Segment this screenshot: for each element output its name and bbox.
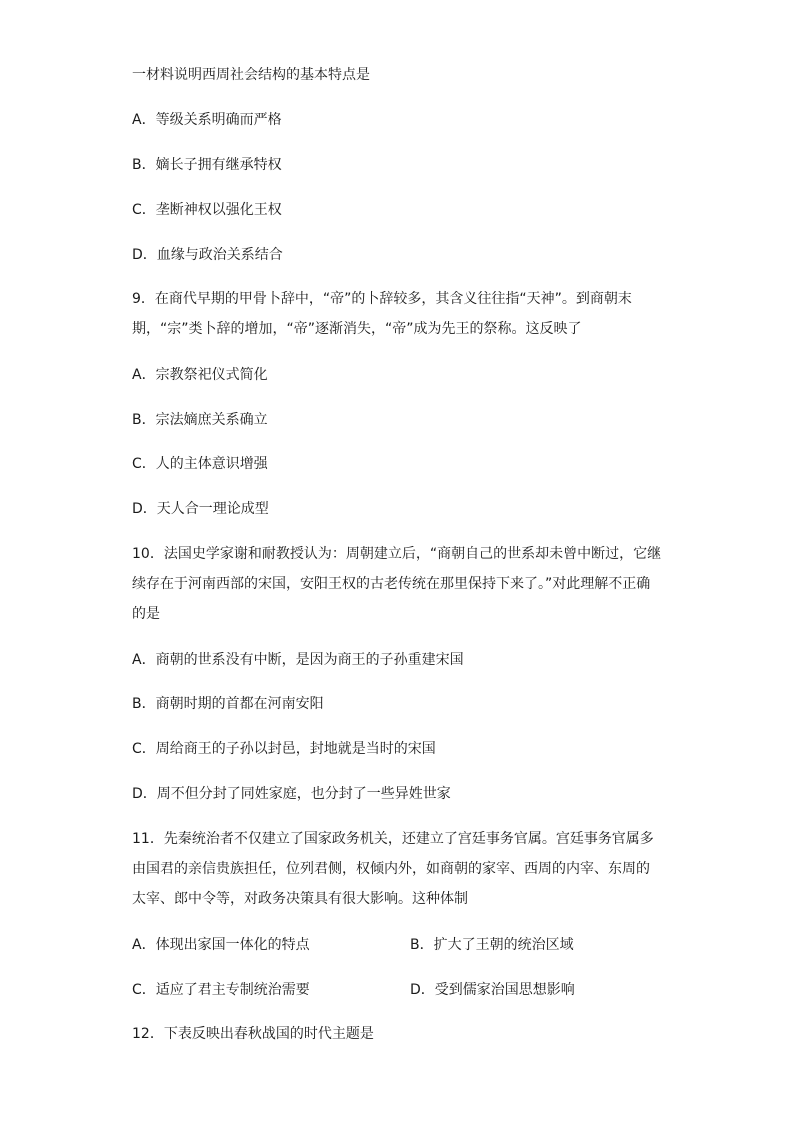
- q9-option-c: C．人的主体意识增强: [132, 456, 268, 472]
- q8-stem: 一材料说明西周社会结构的基本特点是: [132, 67, 370, 83]
- q9-option-b: B．宗法嫡庶关系确立: [132, 412, 268, 428]
- q11-option-c: C．适应了君主专制统治需要: [132, 982, 310, 998]
- q9-option-d: D．天人合一理论成型: [132, 501, 269, 517]
- q10-stem-line-2: 续存在于河南西部的宋国，安阳王权的古老传统在那里保持下来了。”对此理解不正确: [132, 576, 651, 592]
- q10-option-a: A．商朝的世系没有中断，是因为商王的子孙重建宋国: [132, 652, 464, 668]
- q10-option-c: C．周给商王的子孙以封邑，封地就是当时的宋国: [132, 741, 436, 757]
- q9-stem-line-2: 期，“宗”类卜辞的增加，“帝”逐渐消失，“帝”成为先王的祭称。这反映了: [132, 321, 582, 337]
- q8-option-d: D．血缘与政治关系结合: [132, 247, 283, 263]
- q11-stem-line-1: 11．先秦统治者不仅建立了国家政务机关，还建立了宫廷事务官属。宫廷事务官属多: [132, 831, 654, 847]
- q10-option-d: D．周不但分封了同姓家庭，也分封了一些异姓世家: [132, 786, 451, 802]
- q12-stem: 12．下表反映出春秋战国的时代主题是: [132, 1026, 374, 1042]
- q11-option-b: B．扩大了王朝的统治区域: [410, 937, 574, 953]
- q10-stem-line-1: 10．法国史学家谢和耐教授认为：周朝建立后，“商朝自己的世系却未曾中断过，它继: [132, 546, 662, 562]
- q8-option-a: A．等级关系明确而严格: [132, 112, 282, 128]
- q10-option-b: B．商朝时期的首都在河南安阳: [132, 696, 324, 712]
- q11-option-d: D．受到儒家治国思想影响: [410, 982, 575, 998]
- q11-stem-line-3: 太宰、郎中令等，对政务决策具有很大影响。这种体制: [132, 891, 468, 907]
- q11-option-a: A．体现出家国一体化的特点: [132, 937, 310, 953]
- q9-stem-line-1: 9．在商代早期的甲骨卜辞中，“帝”的卜辞较多，其含义往往指“天神”。到商朝末: [132, 291, 632, 307]
- q8-option-b: B．嫡长子拥有继承特权: [132, 157, 282, 173]
- q11-stem-line-2: 由国君的亲信贵族担任，位列君侧，权倾内外，如商朝的家宰、西周的内宰、东周的: [132, 861, 650, 877]
- q9-option-a: A．宗教祭祀仪式简化: [132, 367, 268, 383]
- q10-stem-line-3: 的是: [132, 606, 160, 622]
- q8-option-c: C．垄断神权以强化王权: [132, 202, 282, 218]
